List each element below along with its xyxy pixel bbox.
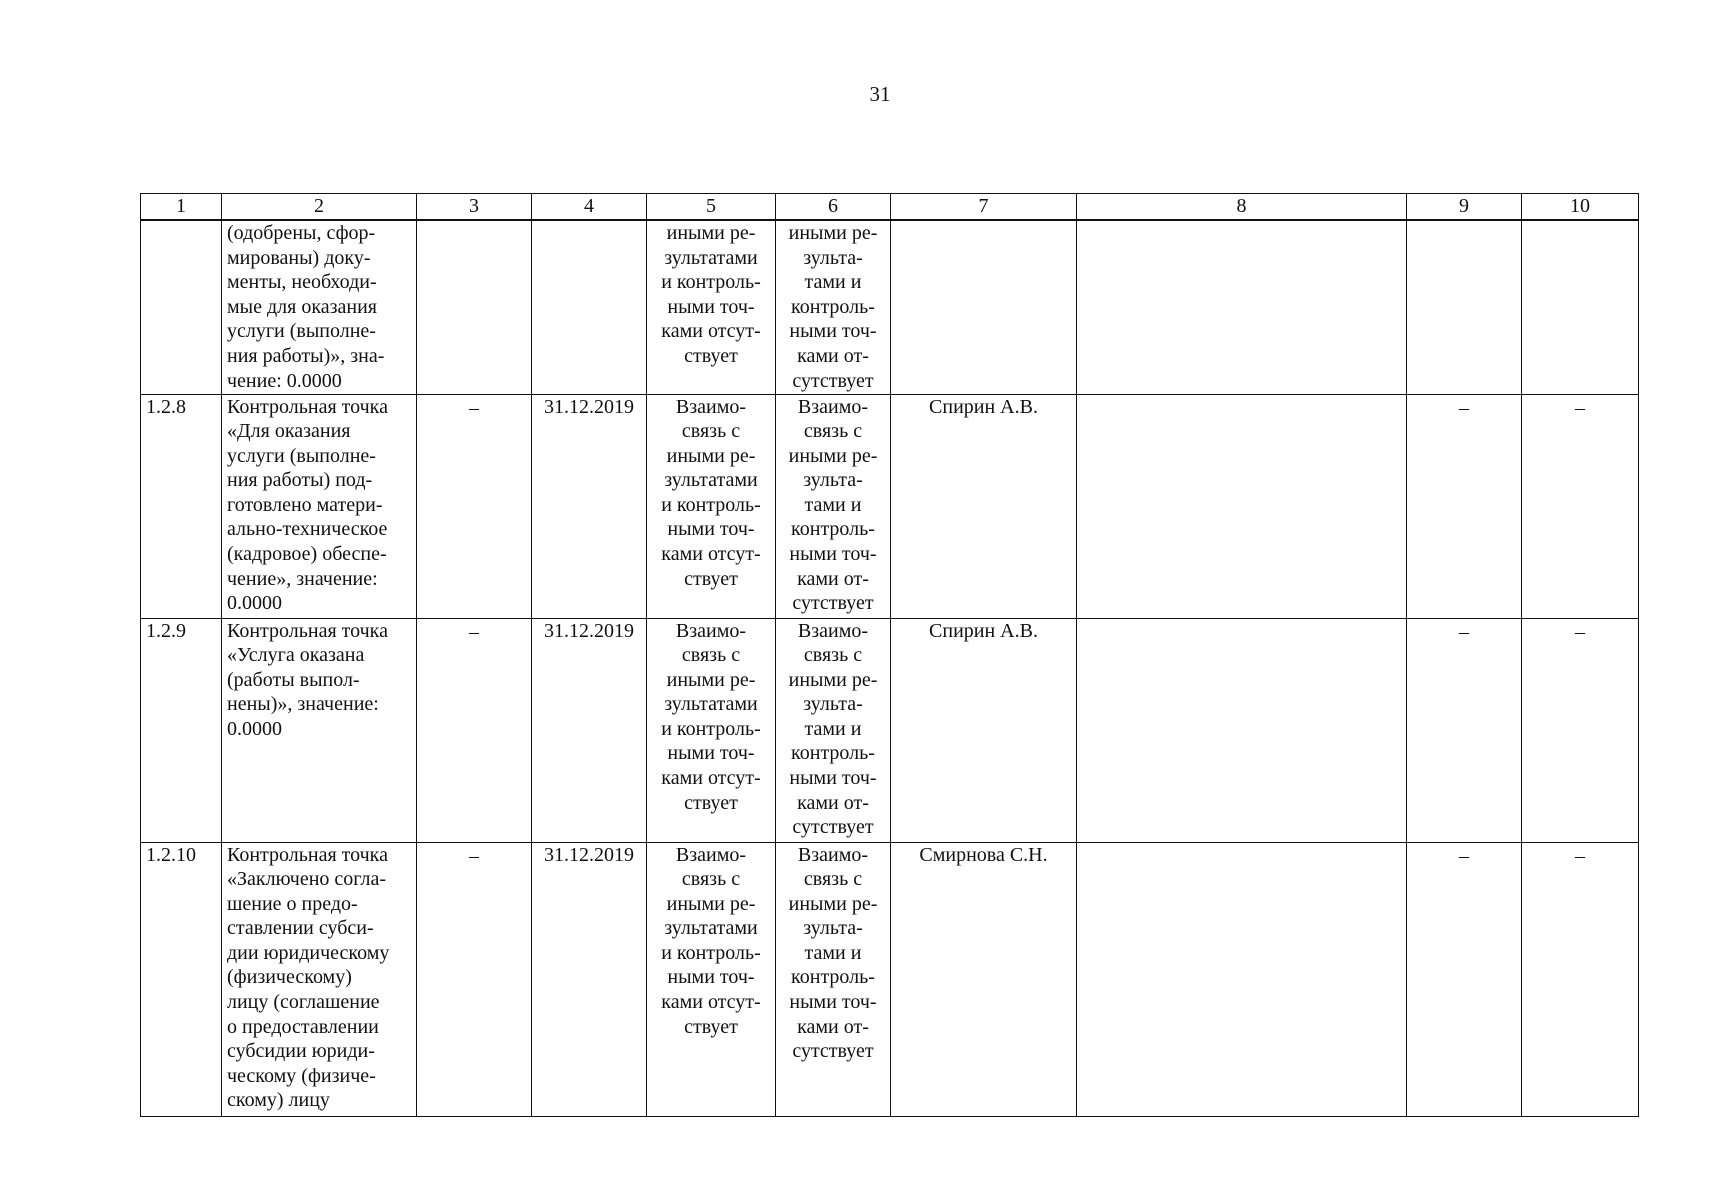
description-cell: Контрольная точка «Заключено согла- шение о предо- ставлении субси- дии юридическому (физическому) лицу (соглашение о предоставлении субсидии юриди- ческому (физиче- скому) лицу — [222, 842, 417, 1116]
date-cell: 31.12.2019 — [532, 842, 647, 1116]
cell-col9: – — [1407, 842, 1522, 1116]
description-cell: Контрольная точка «Для оказания услуги (выполне- ния работы) под- готовлено матери- ально-техническое (кадровое) обеспе- чение», значение: 0.0000 — [222, 394, 417, 618]
cell-col8 — [1077, 618, 1407, 842]
cell-col8 — [1077, 220, 1407, 394]
responsible-cell — [891, 220, 1077, 394]
relation-cell: Взаимо- связь с иными ре- зультатами и контроль- ными точ- ками отсут- ствует — [647, 618, 776, 842]
relation-cell: Взаимо- связь с иными ре- зультатами и контроль- ными точ- ками отсут- ствует — [647, 394, 776, 618]
cell-col10: – — [1522, 842, 1639, 1116]
date-cell: 31.12.2019 — [532, 618, 647, 842]
relation-cell: иными ре- зультатами и контроль- ными точ- ками отсут- ствует — [647, 220, 776, 394]
cell-col9 — [1407, 220, 1522, 394]
column-numbers-row — [141, 194, 1639, 221]
cell-col10: – — [1522, 394, 1639, 618]
cell-col8 — [1077, 842, 1407, 1116]
cell-col9: – — [1407, 618, 1522, 842]
description-cell: Контрольная точка «Услуга оказана (работы выпол- нены)», значение: 0.0000 — [222, 618, 417, 842]
cell-col3: – — [417, 842, 532, 1116]
cell-col9: – — [1407, 394, 1522, 618]
column-header: 9 — [1407, 194, 1522, 221]
column-header: 4 — [532, 194, 647, 221]
control-points-table — [140, 193, 1639, 1117]
relation-cell: Взаимо- связь с иными ре- зульта- тами и контроль- ными точ- ками от- сутствует — [776, 394, 891, 618]
column-header: 5 — [647, 194, 776, 221]
column-header: 2 — [222, 194, 417, 221]
date-cell — [532, 220, 647, 394]
cell-col10: – — [1522, 618, 1639, 842]
column-header: 7 — [891, 194, 1077, 221]
cell-col3: – — [417, 618, 532, 842]
column-header: 6 — [776, 194, 891, 221]
relation-cell: Взаимо- связь с иными ре- зульта- тами и контроль- ными точ- ками от- сутствует — [776, 842, 891, 1116]
row-number-cell: 1.2.8 — [141, 394, 222, 618]
column-header: 1 — [141, 194, 222, 221]
relation-cell: Взаимо- связь с иными ре- зульта- тами и контроль- ными точ- ками от- сутствует — [776, 618, 891, 842]
column-header: 3 — [417, 194, 532, 221]
table-row — [141, 618, 1639, 842]
responsible-cell: Спирин А.В. — [891, 618, 1077, 842]
row-number-cell: 1.2.10 — [141, 842, 222, 1116]
relation-cell: иными ре- зульта- тами и контроль- ными точ- ками от- сутствует — [776, 220, 891, 394]
cell-col3 — [417, 220, 532, 394]
cell-col8 — [1077, 394, 1407, 618]
column-header: 8 — [1077, 194, 1407, 221]
description-cell: (одобрены, сфор- мированы) доку- менты, необходи- мые для оказания услуги (выполне- ния работы)», зна- чение: 0.0000 — [222, 220, 417, 394]
page-number: 31 — [869, 82, 891, 106]
row-number-cell: 1.2.9 — [141, 618, 222, 842]
row-number-cell — [141, 220, 222, 394]
date-cell: 31.12.2019 — [532, 394, 647, 618]
responsible-cell: Смирнова С.Н. — [891, 842, 1077, 1116]
table-row — [141, 842, 1639, 1116]
cell-col10 — [1522, 220, 1639, 394]
column-header: 10 — [1522, 194, 1639, 221]
table-row — [141, 394, 1639, 618]
table-row — [141, 220, 1639, 394]
responsible-cell: Спирин А.В. — [891, 394, 1077, 618]
relation-cell: Взаимо- связь с иными ре- зультатами и контроль- ными точ- ками отсут- ствует — [647, 842, 776, 1116]
cell-col3: – — [417, 394, 532, 618]
